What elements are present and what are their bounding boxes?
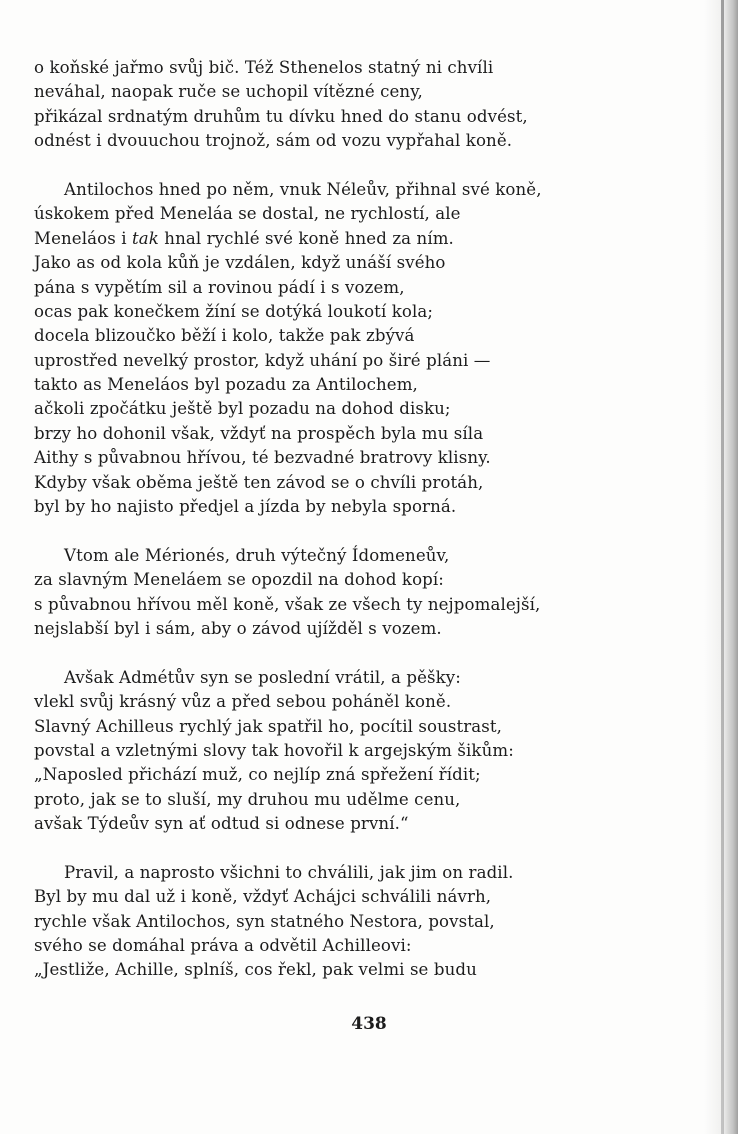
- verse-line: Antilochos hned po něm, vnuk Néleův, přihnal své koně,: [64, 179, 542, 199]
- verse-line: přikázal srdnatým druhům tu dívku hned do stanu odvést,: [34, 106, 528, 126]
- stanza-gap: [34, 837, 594, 861]
- verse-line: Pravil, a naprosto všichni to chválili, jak jim on radil.: [64, 862, 514, 882]
- stanza: [34, 861, 594, 983]
- page-number: 438: [351, 1014, 387, 1034]
- stanza: [34, 178, 594, 519]
- verse-line: docela blizoučko běží i kolo, takže pak zbývá: [34, 326, 415, 346]
- verse-line: avšak Týdeův syn ať odtud si odnese první.“: [34, 814, 409, 834]
- verse-line: rychle však Antilochos, syn statného Nestora, povstal,: [34, 911, 495, 931]
- stanza-gap: [34, 154, 594, 178]
- stanza: [34, 544, 594, 642]
- verse-line: vlekl svůj krásný vůz a před sebou poháněl koně.: [34, 692, 452, 712]
- verse-line: Kdyby však oběma ještě ten závod se o chvíli protáh,: [34, 472, 484, 492]
- verse-line: brzy ho dohonil však, vždyť na prospěch byla mu síla: [34, 423, 484, 443]
- verse-line: Slavný Achilleus rychlý jak spatřil ho, pocítil soustrast,: [34, 716, 503, 736]
- verse-line: neváhal, naopak ruče se uchopil vítězné ceny,: [34, 82, 423, 102]
- verse-line: svého se domáhal práva a odvětil Achilleovi:: [34, 936, 412, 956]
- verse-line: za slavným Meneláem se opozdil na dohod kopí:: [34, 570, 444, 590]
- verse-line: Byl by mu dal už i koně, vždyť Achájci schválili návrh,: [34, 887, 492, 907]
- verse-line: Vtom ale Mérionés, druh výtečný Ídomeneův,: [64, 545, 450, 565]
- verse-line: Meneláos i tak hnal rychlé své koně hned za ním.: [34, 228, 454, 248]
- verse-line: odnést i dvouuchou trojnož, sám od vozu vypřahal koně.: [34, 131, 513, 151]
- verse-line: „Naposled přichází muž, co nejlíp zná spřežení řídit;: [34, 765, 481, 785]
- verse-line: „Jestliže, Achille, splníš, cos řekl, pak velmi se budu: [34, 960, 477, 980]
- verse-line: s půvabnou hřívou měl koně, však ze všech ty nejpomalejší,: [34, 594, 541, 614]
- verse-line: takto as Meneláos byl pozadu za Antilochem,: [34, 375, 418, 395]
- emphasis: tak: [131, 228, 159, 248]
- verse-line: proto, jak se to sluší, my druhou mu udělme cenu,: [34, 789, 461, 809]
- verse-line: Jako as od kola kůň je vzdálen, když unáší svého: [34, 253, 446, 273]
- verse-line: povstal a vzletnými slovy tak hovořil k argejským šikům:: [34, 740, 514, 760]
- stanza-gap: [34, 519, 594, 543]
- verse-line: úskokem před Meneláa se dostal, ne rychlostí, ale: [34, 204, 461, 224]
- stanza: [34, 56, 594, 154]
- verse-line: ačkoli zpočátku ještě byl pozadu na dohod disku;: [34, 399, 451, 419]
- verse-line: nejslabší byl i sám, aby o závod ujížděl s vozem.: [34, 618, 442, 638]
- verse-line: Aithy s půvabnou hřívou, té bezvadné bratrovy klisny.: [34, 448, 491, 468]
- verse-line: ocas pak konečkem žíní se dotýká loukotí kola;: [34, 301, 434, 321]
- verse-line: o koňské jařmo svůj bič. Též Sthenelos statný ni chvíli: [34, 58, 494, 77]
- verse-line: byl by ho najisto předjel a jízda by nebyla sporná.: [34, 497, 457, 517]
- page-spine-line: [721, 0, 724, 1134]
- verse-line: Avšak Admétův syn se poslední vrátil, a pěšky:: [64, 667, 461, 687]
- stanza-gap: [34, 641, 594, 665]
- verse-line: pána s vypětím sil a rovinou pádí i s vozem,: [34, 277, 405, 297]
- stanza: [34, 666, 594, 837]
- poem-text: [34, 56, 594, 983]
- verse-line: uprostřed nevelký prostor, když uhání po širé pláni —: [34, 350, 491, 370]
